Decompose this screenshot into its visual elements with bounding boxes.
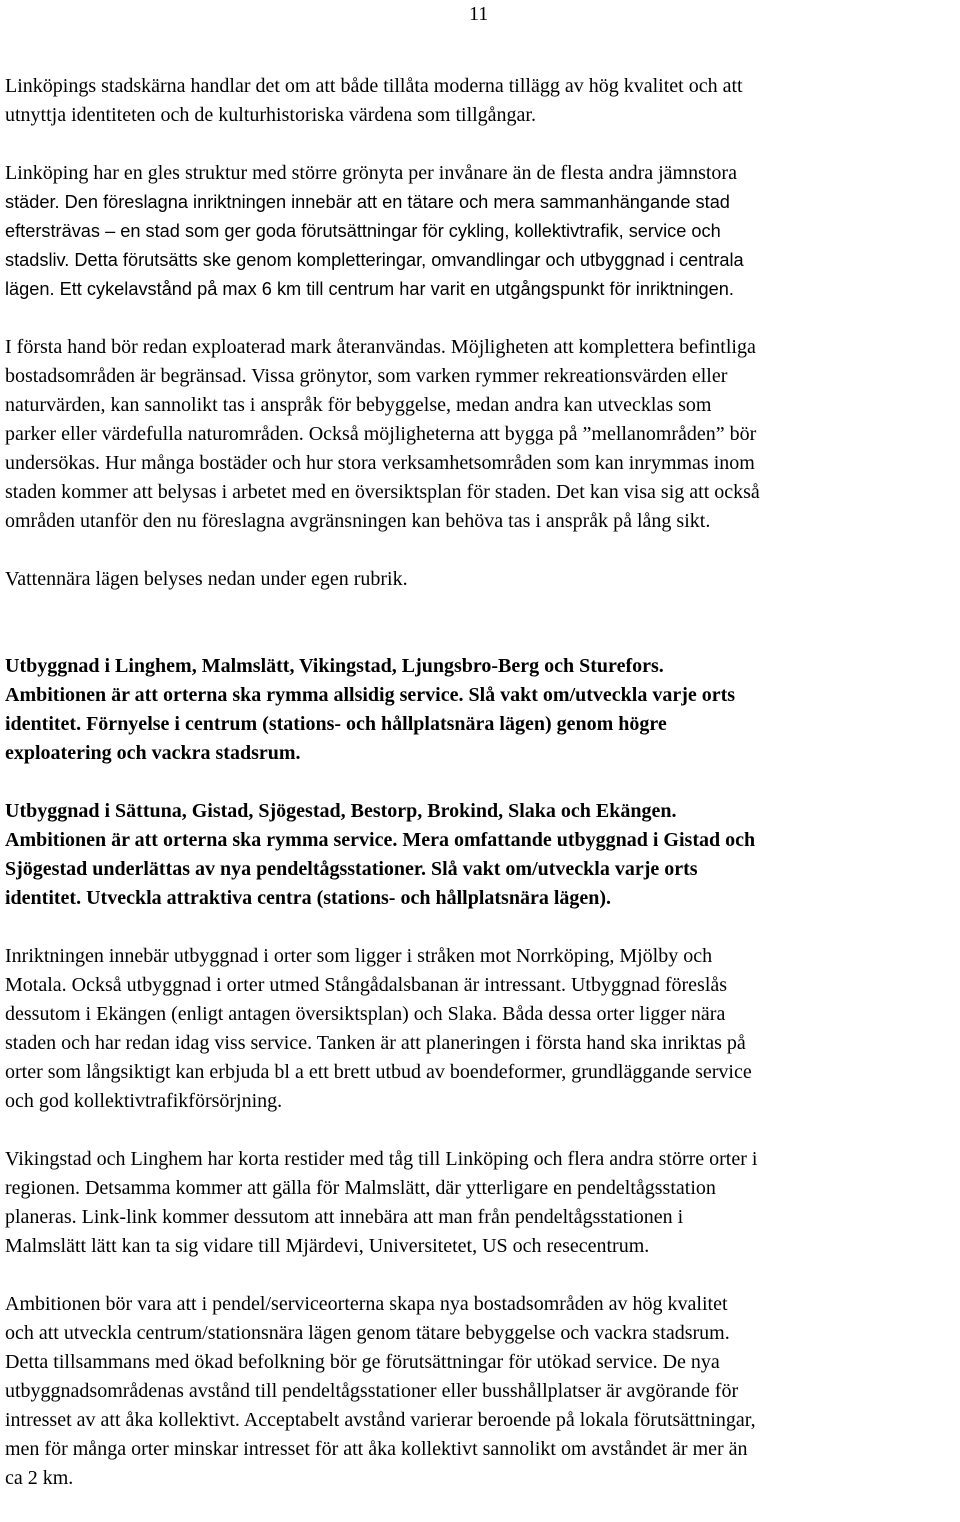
paragraph-stadskarna <box>5 72 957 130</box>
text-line: naturvärden, kan sannolikt tas i anspråk för bebyggelse, medan andra kan utvecklas som <box>5 394 712 416</box>
text-line: staden och har redan idag viss service. Tanken är att planeringen i första hand ska inriktas på <box>5 1032 746 1054</box>
text-line: Sjögestad underlättas av nya pendeltågsstationer. Slå vakt om/utveckla varje orts <box>5 858 698 880</box>
text-line: lägen. Ett cykelavstånd på max 6 km till centrum har varit en utgångspunkt för inriktningen. <box>5 279 734 299</box>
text-line: utnyttja identiteten och de kulturhistoriska värdena som tillgångar. <box>5 104 536 126</box>
section-spacer <box>5 623 957 652</box>
heading-utbyggnad-sattuna <box>5 797 957 913</box>
text-line: Ambitionen bör vara att i pendel/serviceorterna skapa nya bostadsområden av hög kvalitet <box>5 1293 728 1315</box>
text-line: Utbyggnad i Sättuna, Gistad, Sjögestad, Bestorp, Brokind, Slaka och Ekängen. <box>5 800 677 822</box>
heading-utbyggnad-linghem <box>5 652 957 768</box>
text-line: identitet. Utveckla attraktiva centra (stations- och hållplatsnära lägen). <box>5 887 612 909</box>
text-line: Detta tillsammans med ökad befolkning bör ge förutsättningar för utökad service. De nya <box>5 1351 720 1373</box>
text-line: Inriktningen innebär utbyggnad i orter som ligger i stråken mot Norrköping, Mjölby och <box>5 945 713 967</box>
paragraph-vikingstad <box>5 1145 957 1261</box>
text-line: exploatering och vackra stadsrum. <box>5 742 301 764</box>
text-line: dessutom i Ekängen (enligt antagen översiktsplan) och Slaka. Båda dessa orter ligger nära <box>5 1003 726 1025</box>
text-line: Vattennära lägen belyses nedan under egen rubrik. <box>5 568 408 590</box>
paragraph-vattennara <box>5 565 957 594</box>
text-line: intresset av att åka kollektivt. Acceptabelt avstånd varierar beroende på lokala förutsättningar, <box>5 1409 756 1431</box>
text-line: identitet. Förnyelse i centrum (stations- och hållplatsnära lägen) genom högre <box>5 713 667 735</box>
paragraph-gles-struktur <box>5 159 957 304</box>
text-line: stadsliv. Detta förutsätts ske genom kompletteringar, omvandlingar och utbyggnad i centrala <box>5 250 744 270</box>
text-line: Linköping har en gles struktur med större grönyta per invånare än de flesta andra jämnstora <box>5 162 737 184</box>
text-line: och god kollektivtrafikförsörjning. <box>5 1090 283 1112</box>
text-line: regionen. Detsamma kommer att gälla för Malmslätt, där ytterligare en pendeltågsstation <box>5 1177 716 1199</box>
text-line: eftersträvas – en stad som ger goda förutsättningar för cykling, kollektivtrafik, service och <box>5 221 721 241</box>
text-line: men för många orter minskar intresset för att åka kollektivt sannolikt om avståndet är mer än <box>5 1438 748 1460</box>
text-line: undersökas. Hur många bostäder och hur stora verksamhetsområden som kan inrymmas inom <box>5 452 755 474</box>
paragraph-exploaterad-mark <box>5 333 957 536</box>
text-line: staden kommer att belysas i arbetet med en översiktsplan för staden. Det kan visa sig att också <box>5 481 760 503</box>
text-line: Vikingstad och Linghem har korta restider med tåg till Linköping och flera andra större orter i <box>5 1148 758 1170</box>
text-line: orter som långsiktigt kan erbjuda bl a ett brett utbud av boendeformer, grundläggande service <box>5 1061 752 1083</box>
text-line: ca 2 km. <box>5 1467 74 1489</box>
paragraph-inriktningen <box>5 942 957 1116</box>
text-line: I första hand bör redan exploaterad mark återanvändas. Möjligheten att komplettera befintliga <box>5 336 756 358</box>
text-line: Utbyggnad i Linghem, Malmslätt, Vikingstad, Ljungsbro-Berg och Sturefors. <box>5 655 664 677</box>
text-line: och att utveckla centrum/stationsnära lägen genom tätare bebyggelse och vackra stadsrum. <box>5 1322 730 1344</box>
text-line: Motala. Också utbyggnad i orter utmed Stångådalsbanan är intressant. Utbyggnad föreslås <box>5 974 728 996</box>
text-line: utbyggnadsområdenas avstånd till pendeltågsstationer eller busshållplatser är avgörande för <box>5 1380 739 1402</box>
text-line: Ambitionen är att orterna ska rymma allsidig service. Slå vakt om/utveckla varje orts <box>5 684 736 706</box>
text-line: parker eller värdefulla naturområden. Också möjligheterna att bygga på ”mellanområden” bör <box>5 423 757 445</box>
text-line: bostadsområden är begränsad. Vissa grönytor, som varken rymmer rekreationsvärden eller <box>5 365 728 387</box>
page-number: 11 <box>469 3 489 25</box>
text-line: Malmslätt lätt kan ta sig vidare till Mjärdevi, Universitetet, US och resecentrum. <box>5 1235 650 1257</box>
text-line: Ambitionen är att orterna ska rymma service. Mera omfattande utbyggnad i Gistad och <box>5 829 756 851</box>
text-line: Linköpings stadskärna handlar det om att både tillåta moderna tillägg av hög kvalitet och att <box>5 75 743 97</box>
paragraph-ambitionen <box>5 1290 957 1493</box>
text-line: planeras. Link-link kommer dessutom att innebära att man från pendeltågsstationen i <box>5 1206 684 1228</box>
text-line: områden utanför den nu föreslagna avgränsningen kan behöva tas i anspråk på lång sikt. <box>5 510 711 532</box>
document-body <box>5 72 957 1522</box>
text-line: städer. Den föreslagna inriktningen innebär att en tätare och mera sammanhängande stad <box>5 192 730 212</box>
